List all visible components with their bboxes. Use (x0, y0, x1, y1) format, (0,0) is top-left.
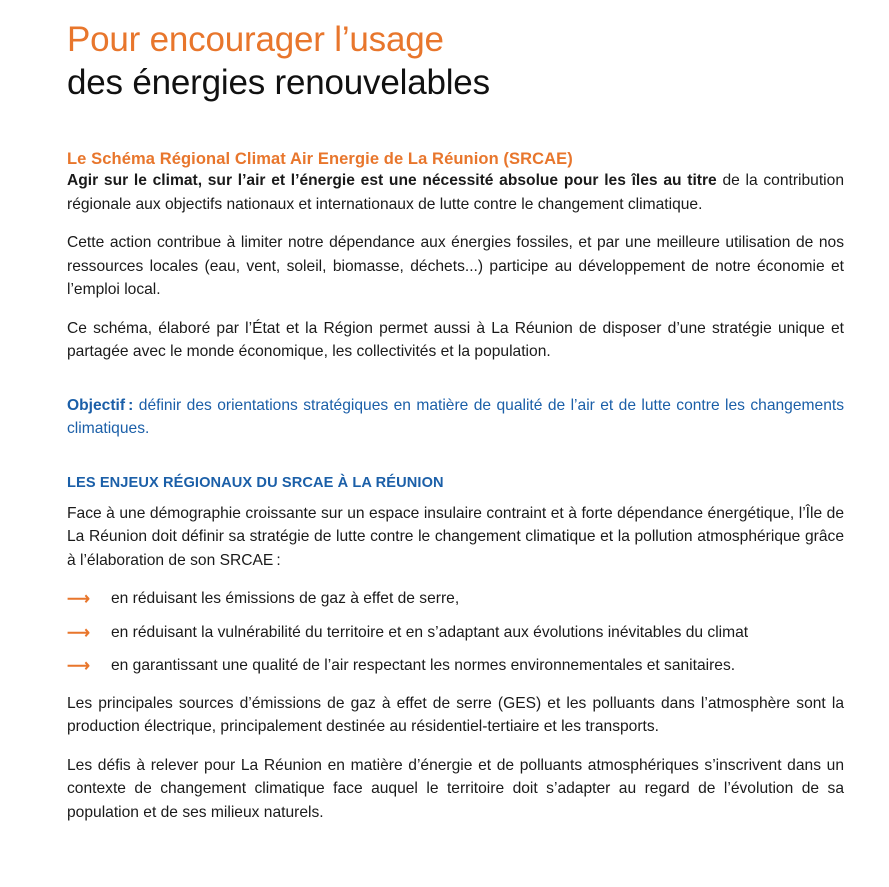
objectif-block (67, 394, 844, 441)
arrow-right-icon: ⟶ (67, 658, 90, 675)
objectif-text: définir des orientations stratégiques en matière de qualité de l’air et de lutte contre les changements climatiques. (67, 396, 844, 437)
paragraph-schema: Ce schéma, élaboré par l’État et la Région permet aussi à La Réunion de disposer d’une stratégie unique et partagée avec le monde économique, les collectivités et la population. (67, 319, 844, 360)
enjeux-list-wrapper (67, 587, 844, 678)
paragraph-intro-rest: de la contribution régionale aux objectifs nationaux et internationaux de lutte contre le changement climatique. (67, 172, 844, 213)
title-line-secondary: des énergies renouvelables (67, 63, 490, 102)
objectif-label: Objectif : (67, 396, 134, 414)
enjeux-list (67, 587, 844, 678)
arrow-right-icon: ⟶ (67, 591, 90, 608)
list-item (67, 654, 844, 678)
enjeux-heading: LES ENJEUX RÉGIONAUX DU SRCAE À LA RÉUNION (67, 474, 444, 491)
section-subtitle: Le Schéma Régional Climat Air Energie de La Réunion (SRCAE) (67, 150, 573, 168)
title-line-primary: Pour encourager l’usage (67, 20, 444, 59)
paragraph-defis: Les défis à relever pour La Réunion en matière d’énergie et de polluants atmosphériques s’inscrivent dans un contexte de changement climatique face auquel le territoire doit s’adapter au regard de l’évolution de sa population et de ses milieux naturels. (67, 756, 844, 821)
paragraph-intro (67, 169, 844, 216)
paragraph-action: Cette action contribue à limiter notre dépendance aux énergies fossiles, et par une meilleure utilisation de nos ressources locales (eau, vent, soleil, biomasse, déchets...) participe au développement de notre économie et l’emploi local. (67, 234, 844, 298)
list-item-label: en réduisant la vulnérabilité du territoire et en s’adaptant aux évolutions inévitables du climat (111, 623, 749, 641)
paragraph-enjeux-intro: Face à une démographie croissante sur un espace insulaire contraint et à forte dépendance énergétique, l’Île de La Réunion doit définir sa stratégie de lutte contre le changement climatique et la pollution atmosphérique grâce à l’élaboration de son SRCAE : (67, 504, 844, 569)
paragraph-intro-lead: Agir sur le climat, sur l’air et l’énergie est une nécessité absolue pour les îles au titre (67, 172, 717, 189)
list-item (67, 587, 844, 611)
body-content (67, 169, 844, 824)
paragraph-sources: Les principales sources d’émissions de gaz à effet de serre (GES) et les polluants dans l’atmosphère sont la production électrique, principalement destinée au résidentiel-tertiaire et les transports. (67, 694, 844, 735)
page-title (67, 18, 844, 104)
list-item-label: en garantissant une qualité de l’air respectant les normes environnementales et sanitaires. (111, 657, 736, 674)
arrow-right-icon: ⟶ (67, 624, 90, 642)
list-item-label: en réduisant les émissions de gaz à effet de serre, (111, 590, 460, 607)
list-item (67, 621, 844, 645)
